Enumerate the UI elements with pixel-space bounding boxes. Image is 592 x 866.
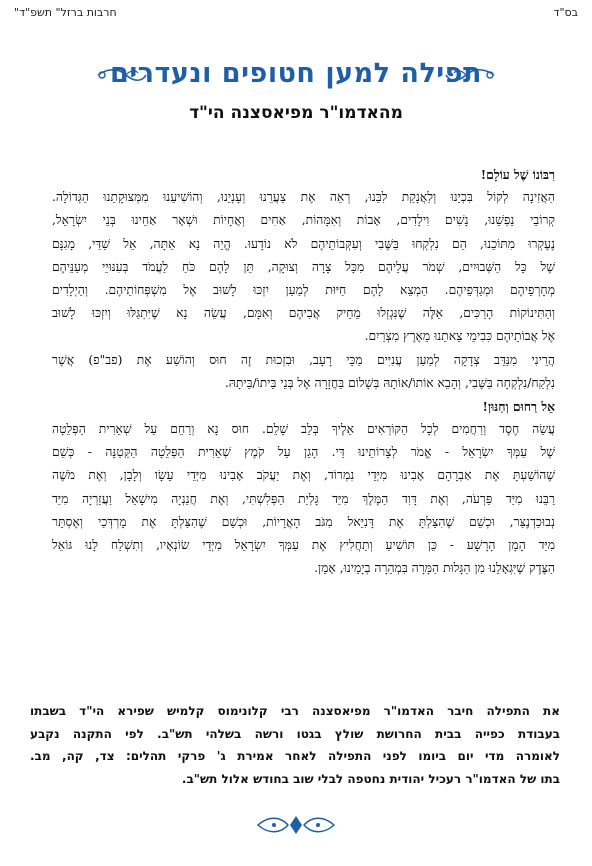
- prayer-line: נִלְקַח/נִלְקְחָה בַּשֶּׁבִי, וְהָבֵא אוֹתוֹ/אוֹתָהּ בְּשָׁלוֹם בַּחֲזָרָה אֶל בְּנֵי בֵּיתוֹ/בֵּיתָהּ.: [224, 375, 555, 390]
- page-title: תפילה למען חטופים ונעדרים: [110, 58, 482, 89]
- note-line: בעבודת כפייה בבית החרושת שולץ בגטו ורשה בשלהי תש"ב. לפי התקנה נקבע: [30, 726, 560, 741]
- page-header: [14, 6, 578, 22]
- ornament-icon: [254, 812, 338, 838]
- prayer-text: [52, 163, 555, 580]
- page-subtitle: מהאדמו"ר מפיאסצנה הי"ד: [189, 103, 403, 123]
- prayer-line: אֶל אֲבוֹתֵיהֶם כִּבִימֵי צֵאתֵנוּ מֵאֶרֶץ מִצְרַיִם.: [364, 329, 555, 344]
- historical-note: [30, 700, 560, 790]
- prayer-line: אֵל רַחוּם וְחַנּוּן!: [482, 398, 555, 414]
- prayer-line: קְרוֹבֵי נַפְשֵׁנוּ, נָשִׁים וִילָדִים, אָבוֹת וְאִמָּהוֹת, אַחִים וְאֲחָיוֹת וּשְׁאָר אַחֵינוּ בְּנֵי יִשְׂרָאֵל,: [52, 213, 555, 228]
- prayer-line: שֶׁל עַמְּךָ יִשְׂרָאֵל - אֱמֹר לְצָרוֹתֵינוּ דַּי. הָגֵן עַל קֹמֶץ שְׁאֵרִית הַפְּלֵטָה הַקְּטַנָּה - כְּשֵׁם: [52, 445, 555, 460]
- prayer-line: וְהַתִּינוֹקוֹת הָרַכִּים, אֵלֶּה שֶׁנִּגְזְלוּ מֵחֵיק אֲבִיהֶם וְאִמָּם, עֲשֵׂה נָא שֶׁיִּתְגַּלּוּ וְיִזְכּוּ לָשׁוּב: [52, 306, 555, 321]
- prayer-line: הַאֲזִינָה לְקוֹל בִּכְיֵנוּ וְלַאֲנָקַת לִבֵּנוּ, רְאֵה אֶת צַעֲרֵנוּ וְעָנְיֵנוּ, וְהוֹשִׁיעֵנוּ מִמְּצוּקָתֵנוּ הַגְּדוֹלָה.: [52, 190, 555, 205]
- prayer-line: שֶׁל כָּל הַשְּׁבוּיִים, שְׁמֹר עֲלֵיהֶם מִכָּל צָרָה וְצוּקָה, תֵּן לָהֶם כֹּחַ לַעֲמֹד בְּעִנּוּיֵי מְעַנֵּיהֶם: [52, 259, 555, 274]
- header-campaign: "חרבות ברזל" תשפ"ד: [14, 6, 117, 19]
- prayer-line: שֶׁהוֹשַׁעְתָּ אֶת אַבְרָהָם אָבִינוּ מִיְּדֵי נִמְרוֹד, וְאֶת יַעֲקֹב אָבִינוּ מִיְּדֵי עֵשָׂו וְלָבָן, וְאֶת מֹשֶׁה: [52, 468, 555, 483]
- note-line: את התפילה חיבר האדמו"ר מפיאסצנה רבי קלונימוס קלמיש שפירא הי"ד בשבתו: [30, 704, 560, 718]
- prayer-line: נֶעֶקְרוּ מִתּוֹכֵנוּ, הֵם נִלְקְחוּ בַּשֶּׁבִי וְעִקְּבוֹתֵיהֶם לֹא נוֹדָעוּ. הֱיֵה נָא אַתָּה, אֵל שַׁדַּי, מָגִנָּם: [52, 236, 555, 251]
- prayer-line: הֲרֵינִי מִנַּדֵּב צְדָקָה לְמַעַן עֲנִיִּים מַכֵּי רָעָב, וּבִזְכוּת זֶה חוּס וְהוֹשַׁע אֶת (פב"פ) אֲשֶׁר: [52, 352, 555, 367]
- note-line: בתו של האדמו"ר רעכיל יהודית נחטפה לבלי שוב בחודש אלול תש"ב.: [181, 771, 560, 786]
- prayer-line: מִיַּד הָמָן הָרָשָׁע - כֵּן תּוֹשִׁיעַ וְתַחֲלִיץ אֶת עַמְּךָ יִשְׂרָאֵל מִיְּדֵי שׂוֹנְאָיו, וְתִשְׁלַח לָנוּ גּוֹאֵל: [52, 538, 555, 552]
- prayer-line: רַבֵּנוּ מִיַּד פַּרְעֹה, וְאֶת דָּוִד הַמֶּלֶךְ מִיַּד גָּלְיַת הַפְּלִשְׁתִּי, וְאֶת חֲנַנְיָה מִישָׁאֵל וַעֲזַרְיָה מִיַּד: [52, 491, 555, 506]
- prayer-line: עֲשֵׂה חֶסֶד וְרַחֲמִים לְכָל הַקּוֹרְאִים אֵלֶיךָ בְּלֵב שָׁלֵם. חוּס נָא וְרַחֵם עַל שְׁאֵרִית הַפְּלֵטָה: [52, 422, 555, 437]
- prayer-line: הַצֶּדֶק שֶׁיִּגְאָלֵנוּ מִן הַגָּלוּת הַמָּרָה בִּמְהֵרָה בְיָמֵינוּ, אָמֵן.: [314, 561, 555, 576]
- prayer-line: מְחָרְפֵיהֶם וּמְגַדְּפֵיהֶם. הַמְצֵא לָהֶם חַיּוּת לְמַעַן יִזְכּוּ לָשׁוּב אֶל מִשְׁפְּחוֹתֵיהֶם. וְהַיְלָדִים: [52, 282, 555, 297]
- title-block: [0, 58, 592, 98]
- scroll-flourish-icon: [444, 64, 496, 86]
- header-bsd: בס"ד: [553, 6, 578, 19]
- prayer-line: נְבוּכַדְנֶצַּר, וּכְשֵׁם שֶׁהִצַּלְתָּ אֶת דָּנִיֵּאל מִגֹּב הָאֲרָיוֹת, וּכְשֵׁם שֶׁהִצַּלְתָּ אֶת מָרְדְּכַי וְאֶסְתֵּר: [52, 514, 555, 529]
- note-line: לאומרה מדי יום ביומו לפני התפילה לאחר אמירת ג' פרקי תהלים: צד, קה, מב.: [30, 749, 560, 763]
- prayer-line: רִבּוֹנוֹ שֶׁל עוֹלָם!: [480, 167, 555, 182]
